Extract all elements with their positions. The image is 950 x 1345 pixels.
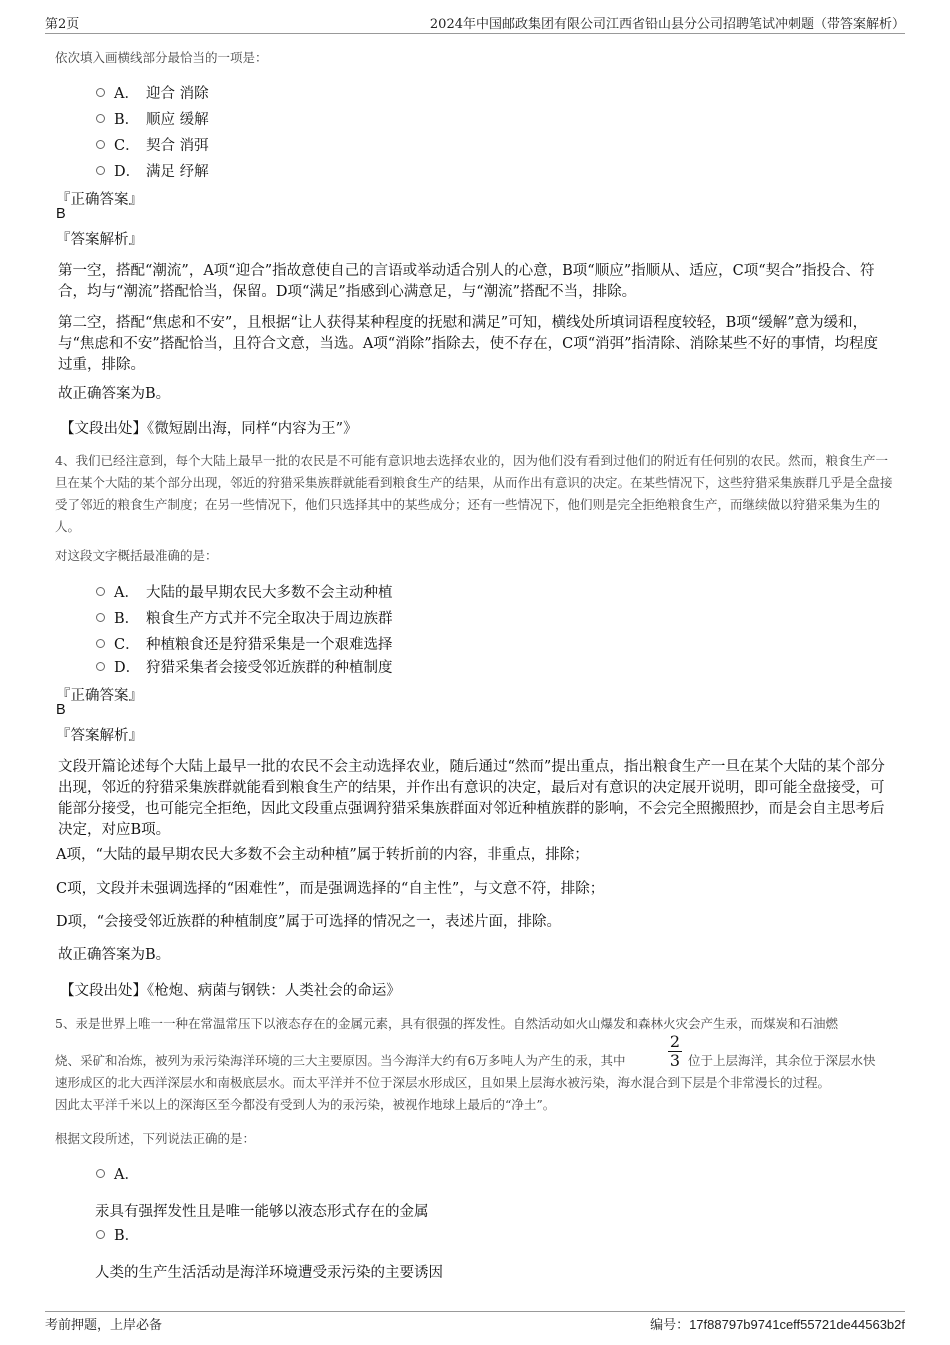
q5-option-a-text: 汞具有强挥发性且是唯一能够以液态形式存在的金属 xyxy=(95,1204,429,1220)
q4-option-a[interactable] xyxy=(96,581,496,603)
q3-analysis-para-2: 第二空，搭配“焦虑和不安”，且根据“让人获得某种程度的抚慰和满足”可知，横线处所填词语程度较轻，B项“缓解”意为缓和，与“焦虑和不安”搭配恰当，且符合文意，当选。A项“消除”指除去，使不存在，C项“消弭”指清除、消除某些不好的事情，均程度过重，排除。 xyxy=(58,315,879,373)
option-letter: B． xyxy=(114,112,140,128)
q3-answer: B xyxy=(56,206,66,222)
footer-code-label: 编号： xyxy=(650,1318,690,1333)
option-letter: C． xyxy=(114,138,140,154)
q4-analysis-option-a: A项，“大陆的最早期农民大多数不会主动种植”属于转折前的内容，非重点，排除； xyxy=(56,847,589,863)
option-text: 粮食生产方式并不完全取决于周边族群 xyxy=(146,611,393,627)
q5-option-b-text: 人类的生产生活活动是海洋环境遭受汞污染的主要诱因 xyxy=(95,1265,443,1281)
source-title: 《微短剧出海，同样“内容为王”》 xyxy=(147,421,358,437)
q4-analysis-option-d: D项，“会接受邻近族群的种植制度”属于可选择的情况之一，表述片面，排除。 xyxy=(56,914,561,930)
q5-option-b[interactable] xyxy=(96,1224,216,1246)
radio-icon[interactable] xyxy=(96,662,105,671)
option-letter: A． xyxy=(114,1167,139,1183)
radio-icon[interactable] xyxy=(96,587,105,596)
radio-icon[interactable] xyxy=(96,639,105,648)
radio-icon[interactable] xyxy=(96,88,105,97)
fraction-two-thirds xyxy=(668,1033,682,1070)
footer-code-value: 17f88797b9741ceff55721de44563b2f xyxy=(689,1317,905,1332)
radio-icon[interactable] xyxy=(96,114,105,123)
q4-option-d[interactable] xyxy=(96,656,496,678)
q3-source xyxy=(60,417,358,438)
q4-analysis-para-1: 文段开篇论述每个大陆上最早一批的农民不会主动选择农业，随后通过“然而”提出重点，指出粮食生产一旦在某个大陆的某个部分出现，邻近的狩猎采集族群就能看到粮食生产的结果，并作出有意识的决定，最后对有意识的决定展开说明，即可能全盘接受，可能部分接受，也可能完全拒绝，因此文段重点强调狩猎采集族群面对邻近种植族群的影响，不会完全照搬照抄，而是会自主思考后决定，对应B项。 xyxy=(58,759,885,838)
q5-option-a[interactable] xyxy=(96,1163,216,1185)
footer-code xyxy=(650,1314,905,1333)
option-letter: D． xyxy=(114,660,141,676)
q3-answer-heading: 『正确答案』 xyxy=(56,192,143,208)
footer-slogan: 考前押题，上岸必备 xyxy=(45,1318,163,1333)
q4-option-b[interactable] xyxy=(96,607,496,629)
q4-analysis-option-c: C项，文段并未强调选择的“困难性”，而是强调选择的“自主性”，与文意不符，排除； xyxy=(56,881,605,897)
q5-prompt: 根据文段所述，下列说法正确的是： xyxy=(55,1131,256,1146)
radio-icon[interactable] xyxy=(96,1169,105,1178)
option-letter: B． xyxy=(114,1228,140,1244)
q4-prompt: 对这段文字概括最准确的是： xyxy=(55,548,218,563)
q3-option-a[interactable] xyxy=(96,82,496,104)
fraction-denominator: 3 xyxy=(669,1051,681,1070)
q4-analysis-conclusion: 故正确答案为B。 xyxy=(58,947,171,963)
q3-analysis-heading: 『答案解析』 xyxy=(56,232,143,248)
q5-passage-line-2a: 烧、采矿和冶炼，被列为汞污染海洋环境的三大主要原因。当今海洋大约有6万多吨人为产生的汞，其中 xyxy=(55,1053,626,1068)
option-text: 顺应 缓解 xyxy=(146,112,209,128)
q4-passage: 4、我们已经注意到，每个大陆上最早一批的农民是不可能有意识地去选择农业的，因为他们没有看到过他们的附近有任何别的农民。然而，粮食生产一旦在某个大陆的某个部分出现，邻近的狩猎采集族群就能看到粮食生产的结果，从而作出有意识的决定。在某些情况下，这些狩猎采集族群几乎是全盘接受了邻近的粮食生产制度；在另一些情况下，他们只选择其中的某些成分；还有一些情况下，他们则是完全拒绝粮食生产，而继续做以狩猎采集为生的人。 xyxy=(55,453,893,534)
q5-passage-line-2b: 位于上层海洋，其余位于深层水快 xyxy=(688,1053,876,1068)
option-letter: D． xyxy=(114,164,141,180)
source-label: 【文段出处】 xyxy=(60,421,147,437)
option-text: 迎合 消除 xyxy=(146,86,209,102)
q3-option-b[interactable] xyxy=(96,108,496,130)
fraction-numerator: 2 xyxy=(669,1032,681,1051)
q3-option-d[interactable] xyxy=(96,160,496,182)
option-letter: A． xyxy=(114,585,139,601)
q4-answer-heading: 『正确答案』 xyxy=(56,688,143,704)
document-title: 2024年中国邮政集团有限公司江西省铅山县分公司招聘笔试冲刺题（带答案解析） xyxy=(429,17,905,32)
option-letter: B． xyxy=(114,611,140,627)
q3-prompt: 依次填入画横线部分最恰当的一项是： xyxy=(55,50,268,65)
radio-icon[interactable] xyxy=(96,140,105,149)
radio-icon[interactable] xyxy=(96,613,105,622)
header-divider xyxy=(45,33,905,34)
radio-icon[interactable] xyxy=(96,166,105,175)
option-text: 满足 纾解 xyxy=(146,164,209,180)
q3-analysis-conclusion: 故正确答案为B。 xyxy=(58,386,171,402)
q4-analysis-heading: 『答案解析』 xyxy=(56,728,143,744)
q5-passage-line-3: 速形成区的北大西洋深层水和南极底层水。而太平洋并不位于深层水形成区，且如果上层海水被污染，海水混合到下层是个非常漫长的过程。 xyxy=(55,1075,831,1090)
q4-answer: B xyxy=(56,702,66,718)
option-text: 大陆的最早期农民大多数不会主动种植 xyxy=(146,585,393,601)
q5-passage-line-4: 因此太平洋千米以上的深海区至今都没有受到人为的汞污染，被视作地球上最后的“净土”。 xyxy=(55,1097,556,1112)
source-title: 《枪炮、病菌与钢铁：人类社会的命运》 xyxy=(147,983,401,999)
q3-analysis-para-1: 第一空，搭配“潮流”，A项“迎合”指故意使自己的言语或举动适合别人的心意，B项“顺应”指顺从、适应，C项“契合”指投合、符合，均与“潮流”搭配恰当，保留。D项“满足”指感到心满意足，与“潮流”搭配不当，排除。 xyxy=(58,263,875,300)
option-letter: A． xyxy=(114,86,139,102)
radio-icon[interactable] xyxy=(96,1230,105,1239)
page-number: 第2页 xyxy=(45,17,80,32)
option-text: 契合 消弭 xyxy=(146,138,209,154)
footer-divider xyxy=(45,1311,905,1312)
q4-source xyxy=(60,979,401,1000)
option-text: 狩猎采集者会接受邻近族群的种植制度 xyxy=(146,660,393,676)
option-letter: C． xyxy=(114,637,140,653)
option-text: 种植粮食还是狩猎采集是一个艰难选择 xyxy=(146,637,393,653)
q4-option-c[interactable] xyxy=(96,633,496,655)
q3-option-c[interactable] xyxy=(96,134,496,156)
q5-passage-line-1: 5、汞是世界上唯一一种在常温常压下以液态存在的金属元素，具有很强的挥发性。自然活动如火山爆发和森林火灾会产生汞，而煤炭和石油燃 xyxy=(55,1016,838,1031)
source-label: 【文段出处】 xyxy=(60,983,147,999)
